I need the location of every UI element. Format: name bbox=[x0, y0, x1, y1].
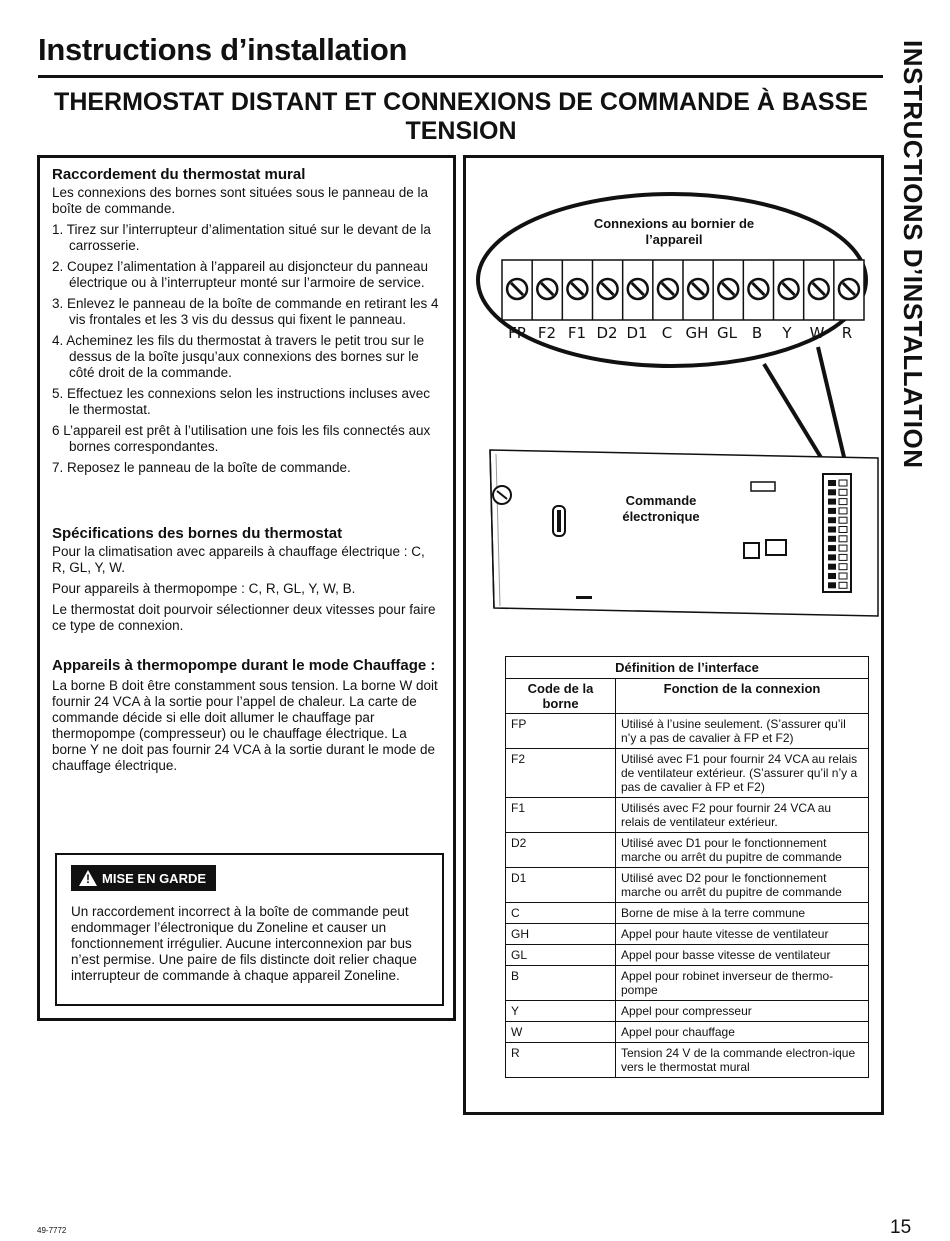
board-pin-slot bbox=[839, 480, 847, 486]
terminal-specs-heading: Spécifications des bornes du thermostat bbox=[52, 525, 343, 542]
caution-label: MISE EN GARDE bbox=[102, 870, 207, 886]
callout-line-right bbox=[818, 347, 848, 474]
table-row bbox=[506, 1043, 869, 1078]
right-diagram-box bbox=[463, 155, 884, 1115]
table-row bbox=[506, 1022, 869, 1043]
terminal-specs-p3: Le thermostat doit pourvoir sélectionner deux vitesses pour faire ce type de connexion. bbox=[52, 602, 436, 633]
board-pin bbox=[828, 527, 836, 533]
board-pin bbox=[828, 508, 836, 514]
table-row bbox=[506, 833, 869, 868]
terminal-specs-p2: Pour appareils à thermopompe : C, R, GL, Y, W, B. bbox=[52, 581, 356, 596]
table-row bbox=[506, 1001, 869, 1022]
board-pin-slot bbox=[839, 545, 847, 551]
terminal-label: Y bbox=[782, 324, 792, 342]
table-row bbox=[506, 714, 869, 749]
board-pin-slot bbox=[839, 536, 847, 542]
board-pin bbox=[828, 582, 836, 588]
row-code: R bbox=[506, 1043, 616, 1078]
table-header-code: Code de la borne bbox=[506, 679, 616, 714]
interface-table bbox=[505, 656, 869, 1078]
table-row bbox=[506, 798, 869, 833]
heat-pump-heading: Appareils à thermopompe durant le mode Chauffage : bbox=[52, 657, 436, 674]
row-code: F2 bbox=[506, 749, 616, 798]
table-header-function: Fonction de la connexion bbox=[616, 679, 869, 714]
terminal-label: GH bbox=[685, 324, 709, 342]
board-pin bbox=[828, 573, 836, 579]
caution-box bbox=[55, 853, 444, 1006]
warning-triangle-icon bbox=[79, 870, 97, 886]
row-function: Appel pour compresseur bbox=[616, 1001, 869, 1022]
row-code: W bbox=[506, 1022, 616, 1043]
table-row bbox=[506, 868, 869, 903]
list-item: 3. Enlevez le panneau de la boîte de commande en retirant les 4 vis frontales et les 3 vis du dessus qui fixent le panneau. bbox=[52, 296, 439, 327]
left-instructions-box bbox=[37, 155, 456, 1021]
board-pin bbox=[828, 536, 836, 542]
row-function: Utilisé à l’usine seulement. (S’assurer qu’il n’y a pas de cavalier à FP et F2) bbox=[616, 714, 869, 749]
terminal-label: GL bbox=[717, 324, 737, 342]
row-function: Tension 24 V de la commande electron-ique vers le thermostat mural bbox=[616, 1043, 869, 1078]
terminal-label: F1 bbox=[567, 324, 587, 342]
board-pin-slot bbox=[839, 573, 847, 579]
table-row bbox=[506, 749, 869, 798]
header-rule bbox=[38, 75, 883, 78]
terminal-label: R bbox=[841, 324, 853, 342]
terminal-label: B bbox=[751, 324, 763, 342]
terminal-labels bbox=[502, 324, 862, 342]
list-item: 7. Reposez le panneau de la boîte de commande. bbox=[52, 460, 351, 475]
side-tab-label: INSTRUCTIONS D’INSTALLATION bbox=[898, 40, 928, 469]
section-title: THERMOSTAT DISTANT ET CONNEXIONS DE COMMANDE À BASSE TENSION bbox=[54, 88, 868, 145]
row-function: Utilisé avec D1 pour le fonctionnement marche ou arrêt du pupitre de commande bbox=[616, 833, 869, 868]
caution-badge bbox=[71, 865, 216, 891]
list-item: 2. Coupez l’alimentation à l’appareil au disjoncteur du panneau électrique ou à l’interrupteur monté sur l’armoire de service. bbox=[52, 259, 429, 290]
board-pin bbox=[828, 480, 836, 486]
row-code: FP bbox=[506, 714, 616, 749]
terminal-label: W bbox=[809, 324, 825, 342]
list-item: 1. Tirez sur l’interrupteur d’alimentation situé sur le devant de la carrosserie. bbox=[52, 222, 431, 253]
row-code: B bbox=[506, 966, 616, 1001]
table-row bbox=[506, 903, 869, 924]
page-number: 15 bbox=[890, 1217, 912, 1238]
board-pin bbox=[828, 517, 836, 523]
list-item: 6 L’appareil est prêt à l’utilisation une fois les fils connectés aux bornes correspondantes. bbox=[52, 423, 431, 454]
table-row bbox=[506, 966, 869, 1001]
installation-steps bbox=[52, 222, 441, 476]
board-pin-slot bbox=[839, 527, 847, 533]
board-pin-slot bbox=[839, 508, 847, 514]
board-pin bbox=[828, 489, 836, 495]
terminal-specs-p1: Pour la climatisation avec appareils à chauffage électrique : C, R, GL, Y, W. bbox=[52, 544, 425, 575]
page-header-title: Instructions d’installation bbox=[38, 32, 408, 67]
row-function: Utilisé avec F1 pour fournir 24 VCA au relais de ventilateur extérieur. (S’assurer qu’il n’y a pas de cavalier à FP et F2) bbox=[616, 749, 869, 798]
row-function: Utilisé avec D2 pour le fonctionnement marche ou arrêt du pupitre de commande bbox=[616, 868, 869, 903]
board-pin-slot bbox=[839, 517, 847, 523]
row-function: Appel pour basse vitesse de ventilateur bbox=[616, 945, 869, 966]
terminal-strip bbox=[502, 260, 864, 320]
board-label: Commande électronique bbox=[622, 493, 700, 524]
row-code: D2 bbox=[506, 833, 616, 868]
board-pin-slot bbox=[839, 564, 847, 570]
board-pin bbox=[828, 564, 836, 570]
wall-thermostat-heading: Raccordement du thermostat mural bbox=[52, 166, 306, 183]
board-pin-slot bbox=[839, 582, 847, 588]
board-pin-slot bbox=[839, 554, 847, 560]
board-relay-icon bbox=[744, 543, 759, 558]
row-function: Appel pour robinet inverseur de thermo-pompe bbox=[616, 966, 869, 1001]
row-code: D1 bbox=[506, 868, 616, 903]
control-board bbox=[490, 450, 878, 616]
board-dip-switch-icon bbox=[751, 482, 775, 491]
row-code: GH bbox=[506, 924, 616, 945]
row-code: GL bbox=[506, 945, 616, 966]
terminal-label: F2 bbox=[537, 324, 557, 342]
table-row bbox=[506, 945, 869, 966]
document-code: 49-7772 bbox=[37, 1226, 67, 1235]
row-code: F1 bbox=[506, 798, 616, 833]
terminal-label: D1 bbox=[626, 324, 648, 342]
table-title: Définition de l’interface bbox=[506, 657, 869, 679]
row-function: Utilisés avec F2 pour fournir 24 VCA au relais de ventilateur extérieur. bbox=[616, 798, 869, 833]
board-pin-slot bbox=[839, 499, 847, 505]
row-code: Y bbox=[506, 1001, 616, 1022]
board-relay-icon bbox=[766, 540, 786, 555]
board-pin-slot bbox=[839, 489, 847, 495]
board-pin bbox=[828, 554, 836, 560]
terminal-label: C bbox=[661, 324, 673, 342]
wall-thermostat-intro: Les connexions des bornes sont situées sous le panneau de la boîte de commande. bbox=[52, 185, 429, 216]
row-function: Borne de mise à la terre commune bbox=[616, 903, 869, 924]
caution-text: Un raccordement incorrect à la boîte de commande peut endommager l’électronique du Zoneline et causer un fonctionnement irrégulier. Aucune interconnexion par bus n’est permise. Une paire de fils distincte doit relier chaque interrupteur de commande à chaque appareil Zoneline. bbox=[71, 904, 417, 983]
heat-pump-paragraph: La borne B doit être constamment sous tension. La borne W doit fournir 24 VCA à la sortie pour l’appel de chaleur. La carte de commande décide si elle doit allumer le chauffage par thermopompe (compresseur) ou le chauffage électrique. La borne Y ne doit pas fournir 24 VCA à la sortie durant le mode de chauffage électrique. bbox=[52, 678, 438, 773]
board-pin bbox=[828, 499, 836, 505]
table-row bbox=[506, 924, 869, 945]
terminal-label: FP bbox=[508, 324, 526, 342]
row-function: Appel pour chauffage bbox=[616, 1022, 869, 1043]
list-item: 4. Acheminez les fils du thermostat à travers le petit trou sur le dessus de la boîte jusqu’aux connexions des bornes sur le côté droit de la commande. bbox=[52, 333, 425, 380]
row-function: Appel pour haute vitesse de ventilateur bbox=[616, 924, 869, 945]
side-tab bbox=[885, 40, 941, 570]
terminal-label: D2 bbox=[596, 324, 618, 342]
list-item: 5. Effectuez les connexions selon les instructions incluses avec le thermostat. bbox=[52, 386, 430, 417]
bubble-label: Connexions au bornier de l’appareil bbox=[593, 216, 755, 247]
board-pin bbox=[828, 545, 836, 551]
row-code: C bbox=[506, 903, 616, 924]
